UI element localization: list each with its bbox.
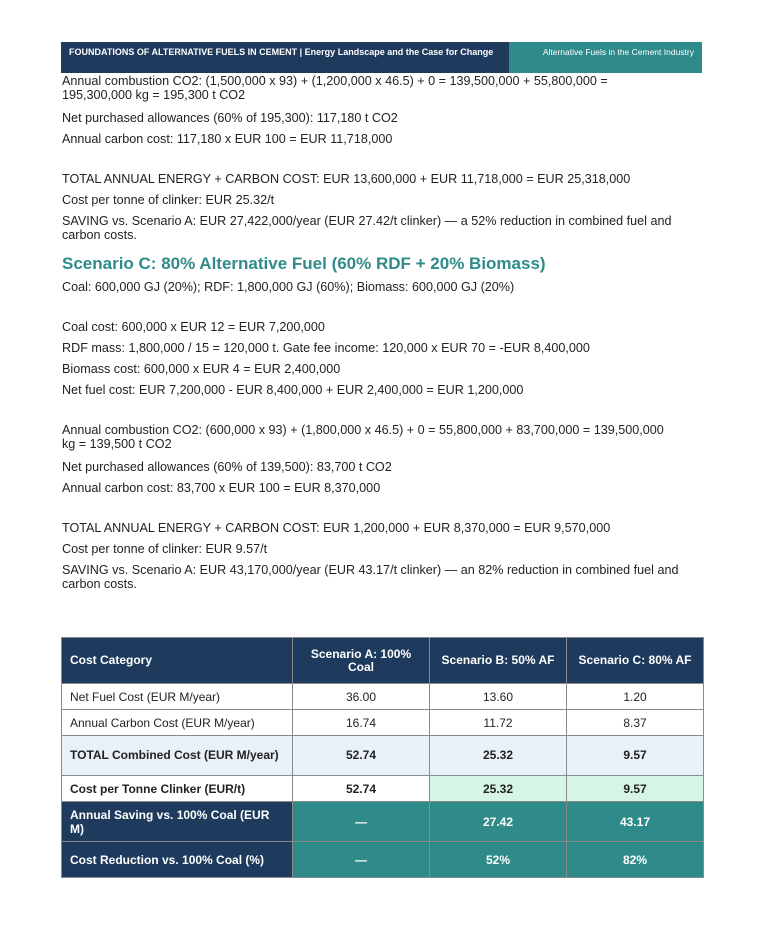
scenario-b-total: TOTAL ANNUAL ENERGY + CARBON COST: EUR 13,600,000 + EUR 11,718,000 = EUR 25,318,000 <box>62 172 631 186</box>
scenario-c-rdf: RDF mass: 1,800,000 / 15 = 120,000 t. Gate fee income: 120,000 x EUR 70 = -EUR 8,400,000 <box>62 341 590 355</box>
cell-scenario-b: 27.42 <box>430 802 567 842</box>
scenario-c-mix: Coal: 600,000 GJ (20%); RDF: 1,800,000 GJ (60%); Biomass: 600,000 GJ (20%) <box>62 280 515 294</box>
cell-scenario-a: — <box>293 842 430 878</box>
cell-scenario-c: 9.57 <box>567 736 704 776</box>
row-label: Annual Carbon Cost (EUR M/year) <box>62 710 293 736</box>
cell-scenario-c: 43.17 <box>567 802 704 842</box>
table-row-saving <box>62 802 704 842</box>
cell-scenario-c: 9.57 <box>567 776 704 802</box>
document-body <box>62 74 704 591</box>
table-row <box>62 684 704 710</box>
cell-scenario-b: 11.72 <box>430 710 567 736</box>
scenario-c-combustion-co2: Annual combustion CO2: (600,000 x 93) + (1,800,000 x 46.5) + 0 = 55,800,000 + 83,700,000 = 139,500,000 kg = 139,500 t CO2 <box>62 423 664 451</box>
row-label: Cost Reduction vs. 100% Coal (%) <box>62 842 293 878</box>
table-header-row <box>62 638 704 684</box>
cell-scenario-b: 13.60 <box>430 684 567 710</box>
cell-scenario-a: — <box>293 802 430 842</box>
header-cost-category: Cost Category <box>62 638 293 684</box>
table-row-per-tonne <box>62 776 704 802</box>
header-scenario-c: Scenario C: 80% AF <box>567 638 704 684</box>
cell-scenario-a: 16.74 <box>293 710 430 736</box>
table-row-reduction <box>62 842 704 878</box>
header-book-title: Alternative Fuels in the Cement Industry <box>509 42 702 73</box>
cell-scenario-c: 82% <box>567 842 704 878</box>
cell-scenario-a: 52.74 <box>293 736 430 776</box>
cost-comparison-table <box>61 637 704 878</box>
cell-scenario-a: 52.74 <box>293 776 430 802</box>
header-scenario-b: Scenario B: 50% AF <box>430 638 567 684</box>
cell-scenario-a: 36.00 <box>293 684 430 710</box>
scenario-c-total: TOTAL ANNUAL ENERGY + CARBON COST: EUR 1,200,000 + EUR 8,370,000 = EUR 9,570,000 <box>62 521 611 535</box>
scenario-b-per-tonne: Cost per tonne of clinker: EUR 25.32/t <box>62 193 275 207</box>
row-label: Net Fuel Cost (EUR M/year) <box>62 684 293 710</box>
scenario-b-saving: SAVING vs. Scenario A: EUR 27,422,000/year (EUR 27.42/t clinker) — a 52% reduction in combined fuel and carbon costs. <box>62 214 672 242</box>
scenario-b-carbon-cost: Annual carbon cost: 117,180 x EUR 100 = EUR 11,718,000 <box>62 132 393 146</box>
scenario-c-allowances: Net purchased allowances (60% of 139,500): 83,700 t CO2 <box>62 460 392 474</box>
scenario-c-heading: Scenario C: 80% Alternative Fuel (60% RDF + 20% Biomass) <box>62 254 546 273</box>
table-row-total <box>62 736 704 776</box>
row-label: Cost per Tonne Clinker (EUR/t) <box>62 776 293 802</box>
row-label: TOTAL Combined Cost (EUR M/year) <box>62 736 293 776</box>
cell-scenario-c: 1.20 <box>567 684 704 710</box>
cell-scenario-b: 25.32 <box>430 736 567 776</box>
scenario-c-coal-cost: Coal cost: 600,000 x EUR 12 = EUR 7,200,000 <box>62 320 325 334</box>
scenario-b-combustion-co2: Annual combustion CO2: (1,500,000 x 93) + (1,200,000 x 46.5) + 0 = 139,500,000 + 55,800,000 = 195,300,000 kg = 195,300 t CO2 <box>62 74 608 102</box>
scenario-c-saving: SAVING vs. Scenario A: EUR 43,170,000/year (EUR 43.17/t clinker) — an 82% reduction in combined fuel and carbon costs. <box>62 563 679 591</box>
cell-scenario-b: 25.32 <box>430 776 567 802</box>
row-label: Annual Saving vs. 100% Coal (EUR M) <box>62 802 293 842</box>
scenario-c-net-fuel: Net fuel cost: EUR 7,200,000 - EUR 8,400,000 + EUR 2,400,000 = EUR 1,200,000 <box>62 383 524 397</box>
scenario-c-biomass: Biomass cost: 600,000 x EUR 4 = EUR 2,400,000 <box>62 362 341 376</box>
cell-scenario-b: 52% <box>430 842 567 878</box>
table-row <box>62 710 704 736</box>
scenario-c-per-tonne: Cost per tonne of clinker: EUR 9.57/t <box>62 542 268 556</box>
page-header <box>61 42 702 73</box>
header-scenario-a: Scenario A: 100% Coal <box>293 638 430 684</box>
header-document-title: FOUNDATIONS OF ALTERNATIVE FUELS IN CEMENT | Energy Landscape and the Case for Change <box>61 42 509 73</box>
cell-scenario-c: 8.37 <box>567 710 704 736</box>
scenario-b-allowances: Net purchased allowances (60% of 195,300): 117,180 t CO2 <box>62 111 398 125</box>
scenario-c-carbon-cost: Annual carbon cost: 83,700 x EUR 100 = EUR 8,370,000 <box>62 481 381 495</box>
